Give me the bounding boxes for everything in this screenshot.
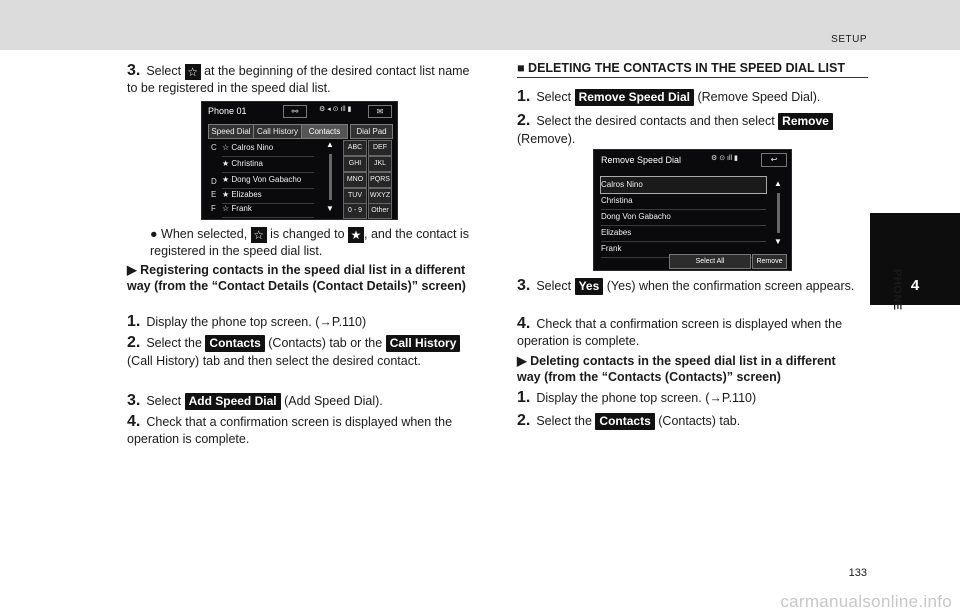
- key-tuv[interactable]: TUV: [343, 188, 367, 204]
- contact-row[interactable]: Christina: [601, 193, 766, 210]
- select-all-button[interactable]: Select All: [669, 254, 751, 269]
- contact-row[interactable]: Frank: [601, 241, 766, 258]
- scroll-down-arrow[interactable]: ▼: [326, 204, 334, 213]
- scrollbar[interactable]: [329, 154, 332, 200]
- contact-row[interactable]: Dong Von Gabacho: [601, 209, 766, 226]
- scrollbar[interactable]: [777, 193, 780, 233]
- page-header-bar: [0, 0, 960, 50]
- status-icons: ⚙ ◂ ⊙ ıll ▮: [319, 106, 352, 113]
- chapter-number: 4: [870, 213, 960, 305]
- right-s4: 4. Check that a confirmation screen is displayed when the operation is complete.: [517, 315, 843, 348]
- left-subheading: ▶ Registering contacts in the speed dial list in a different way (from the “Contact Details (Contact Details)” screen): [127, 263, 466, 293]
- index-letter: E: [211, 190, 217, 199]
- key-0-9[interactable]: 0 - 9: [343, 203, 367, 219]
- chapter-label: PHONE: [891, 269, 903, 311]
- index-letter: C: [211, 143, 217, 152]
- bullet-note: ● When selected, ☆ is changed to ★ , and the contact is registered in the speed dial list.: [150, 227, 469, 258]
- key-mno[interactable]: MNO: [343, 172, 367, 188]
- right-subheading: ▶ Deleting contacts in the speed dial list in a different way (from the “Contacts (Contacts)” screen): [517, 354, 836, 384]
- screen-title: Remove Speed Dial: [601, 155, 682, 165]
- remove-speed-dial-screen: [593, 149, 792, 271]
- tab-dial-pad[interactable]: Dial Pad: [350, 124, 393, 139]
- contacts-tab-button[interactable]: Contacts: [595, 413, 654, 430]
- left-s4: 4. Check that a confirmation screen is displayed when the operation is complete.: [127, 413, 453, 446]
- page-number: 133: [848, 567, 867, 579]
- contacts-button[interactable]: Contacts: [205, 335, 264, 352]
- contact-row[interactable]: ☆ Calros Nino: [222, 140, 314, 157]
- left-step-3: 3. Select ☆ at the beginning of the desired contact list name to be registered in the speed dial list.: [127, 62, 470, 95]
- contact-row[interactable]: Calros Nino: [600, 176, 767, 194]
- left-s3: 3. Select Add Speed Dial (Add Speed Dial).: [127, 392, 383, 409]
- link-icon[interactable]: ⚯: [283, 105, 307, 118]
- heading-rule: [517, 77, 868, 78]
- square-bullet-icon: ■: [517, 61, 525, 75]
- section-title: SETUP: [831, 34, 867, 45]
- right-s6: 2. Select the Contacts (Contacts) tab.: [517, 412, 741, 429]
- star-filled-icon: ★: [348, 227, 364, 243]
- tab-call-history[interactable]: Call History: [253, 124, 302, 139]
- remove-speed-dial-button[interactable]: Remove Speed Dial: [575, 89, 694, 106]
- add-speed-dial-button[interactable]: Add Speed Dial: [185, 393, 281, 410]
- scroll-up-arrow[interactable]: ▲: [326, 140, 334, 149]
- status-icons: ⚙ ⊙ ıll ▮: [711, 155, 738, 162]
- index-letter: F: [211, 204, 216, 213]
- yes-button[interactable]: Yes: [575, 278, 604, 295]
- star-outline-icon: ☆: [185, 64, 201, 80]
- right-s3: 3. Select Yes (Yes) when the confirmation screen appears.: [517, 277, 855, 294]
- right-s5: 1. Display the phone top screen. (→P.110): [517, 389, 757, 406]
- remove-button[interactable]: Remove: [778, 113, 833, 130]
- contact-row[interactable]: ★ Dong Von Gabacho: [222, 172, 314, 189]
- screen-title: Phone 01: [208, 106, 247, 116]
- left-s1: 1. Display the phone top screen. (→P.110): [127, 313, 367, 330]
- left-s2: 2. Select the Contacts (Contacts) tab or the Call History (Call History) tab and then select the desired contact.: [127, 334, 477, 370]
- key-pqrs[interactable]: PQRS: [368, 172, 392, 188]
- right-s2: 2. Select the desired contacts and then select Remove (Remove).: [517, 112, 869, 148]
- key-wxyz[interactable]: WXYZ: [368, 188, 392, 204]
- contact-row[interactable]: ★ Christina: [222, 156, 314, 173]
- star-outline-icon: ☆: [251, 227, 267, 243]
- back-icon[interactable]: ↩: [761, 153, 787, 167]
- chapter-tab: [870, 50, 960, 611]
- key-other[interactable]: Other: [368, 203, 392, 219]
- triangle-bullet-icon: ▶: [127, 263, 137, 277]
- contact-row[interactable]: Elizabes: [601, 225, 766, 242]
- key-abc[interactable]: ABC: [343, 140, 367, 156]
- scroll-down-arrow[interactable]: ▼: [774, 237, 782, 246]
- scroll-up-arrow[interactable]: ▲: [774, 179, 782, 188]
- tab-speed-dial[interactable]: Speed Dial: [208, 124, 254, 139]
- watermark: carmanualsonline.info: [780, 592, 952, 611]
- key-ghi[interactable]: GHI: [343, 156, 367, 172]
- phone-contacts-screen: [201, 101, 398, 220]
- right-s1: 1. Select Remove Speed Dial (Remove Speed Dial).: [517, 88, 821, 105]
- contact-row[interactable]: ★ Elizabes: [222, 187, 314, 204]
- key-def[interactable]: DEF: [368, 140, 392, 156]
- index-letter: D: [211, 177, 217, 186]
- section-heading: ■ DELETING THE CONTACTS IN THE SPEED DIAL LIST: [517, 61, 845, 75]
- contact-row[interactable]: ☆ Frank: [222, 201, 314, 218]
- remove-screen-button[interactable]: Remove: [752, 254, 787, 269]
- triangle-bullet-icon: ▶: [517, 354, 527, 368]
- key-jkl[interactable]: JKL: [368, 156, 392, 172]
- tab-contacts[interactable]: Contacts: [301, 124, 348, 139]
- message-icon[interactable]: ✉: [368, 105, 392, 118]
- call-history-button[interactable]: Call History: [386, 335, 461, 352]
